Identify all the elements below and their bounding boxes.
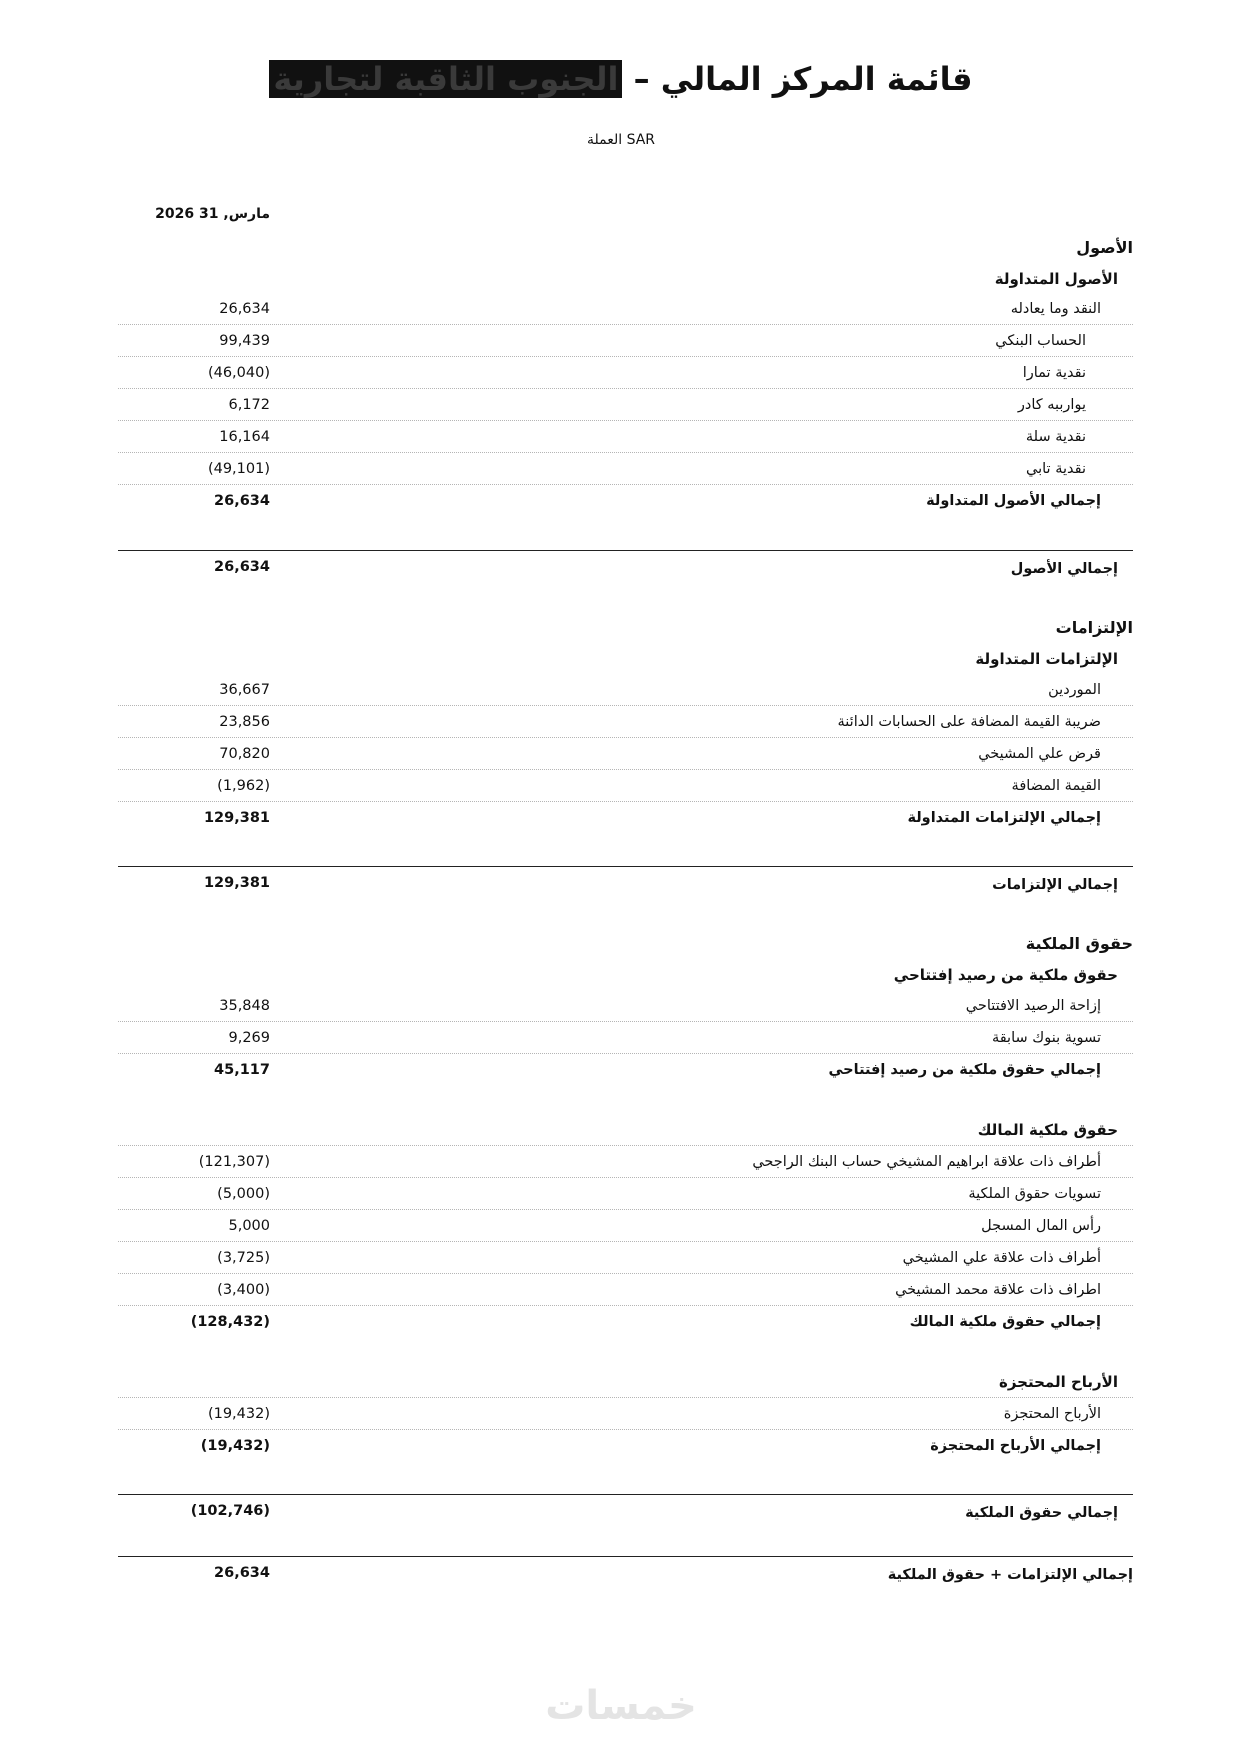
table-row: اطراف ذات علاقة محمد المشيخي (3,400)	[118, 1274, 1133, 1306]
equity-heading: حقوق الملكية	[1025, 934, 1133, 953]
assets-heading: الأصول	[1076, 238, 1133, 257]
table-row: قرض علي المشيخي 70,820	[118, 738, 1133, 770]
table-row: نقدية تمارا (46,040)	[118, 357, 1133, 389]
equity-total: إجمالي حقوق الملكية (102,746)	[118, 1494, 1133, 1528]
watermark-logo: خمسات	[545, 1683, 697, 1729]
table-row: رأس المال المسجل 5,000	[118, 1210, 1133, 1242]
table-row: ضريبة القيمة المضافة على الحسابات الدائنة 23,856	[118, 706, 1133, 738]
table-row: الموردين 36,667	[118, 674, 1133, 706]
table-row: يوارببه كادر 6,172	[118, 389, 1133, 421]
current-assets-heading: الأصول المتداولة	[994, 270, 1118, 288]
currency-label: SAR العملة	[586, 132, 656, 148]
column-date-header: مارس, 31 2026	[155, 206, 270, 222]
retained-earnings-total: إجمالي الأرباح المحتجزة (19,432)	[200, 1438, 1101, 1454]
table-row: القيمة المضافة (1,962)	[118, 770, 1133, 802]
current-liabilities-total: إجمالي الإلتزامات المتداولة 129,381	[203, 810, 1101, 826]
table-row: أطراف ذات علاقة علي المشيخي (3,725)	[118, 1242, 1133, 1274]
table-row: أطراف ذات علاقة ابراهيم المشيخي حساب البنك الراجحي (121,307)	[118, 1146, 1133, 1178]
report-title	[0, 58, 1242, 100]
owner-equity-heading: حقوق ملكية المالك	[118, 1114, 1133, 1146]
liabilities-heading: الإلتزامات	[1055, 618, 1133, 637]
retained-earnings-heading: الأرباح المحتجزة	[118, 1366, 1133, 1398]
grand-total: إجمالي الإلتزامات + حقوق الملكية 26,634	[118, 1556, 1133, 1590]
assets-total: إجمالي الأصول 26,634	[118, 550, 1133, 584]
table-row: نقدية سلة 16,164	[118, 421, 1133, 453]
table-row: الأرباح المحتجزة (19,432)	[118, 1398, 1133, 1430]
company-name-redacted: الجنوب الثاقبة لتجارية	[269, 60, 622, 98]
opening-equity-total: إجمالي حقوق ملكية من رصيد إفتتاحي 45,117	[214, 1062, 1101, 1078]
opening-equity-heading: حقوق ملكية من رصيد إفتتاحي	[893, 966, 1118, 984]
table-row: النقد وما يعادله 26,634	[118, 293, 1133, 325]
table-row: إزاحة الرصيد الافتتاحي 35,848	[118, 990, 1133, 1022]
table-row: تسوية بنوك سابقة 9,269	[118, 1022, 1133, 1054]
current-assets-total: إجمالي الأصول المتداولة 26,634	[214, 493, 1101, 509]
owner-equity-total: إجمالي حقوق ملكية المالك (128,432)	[190, 1314, 1101, 1330]
table-row: نقدية تابي (49,101)	[118, 453, 1133, 485]
liabilities-total: إجمالي الإلتزامات 129,381	[118, 866, 1133, 900]
current-liabilities-heading: الإلتزامات المتداولة	[975, 650, 1118, 668]
table-row: تسويات حقوق الملكية (5,000)	[118, 1178, 1133, 1210]
title-main: قائمة المركز المالي –	[622, 60, 973, 98]
table-row: الحساب البنكي 99,439	[118, 325, 1133, 357]
